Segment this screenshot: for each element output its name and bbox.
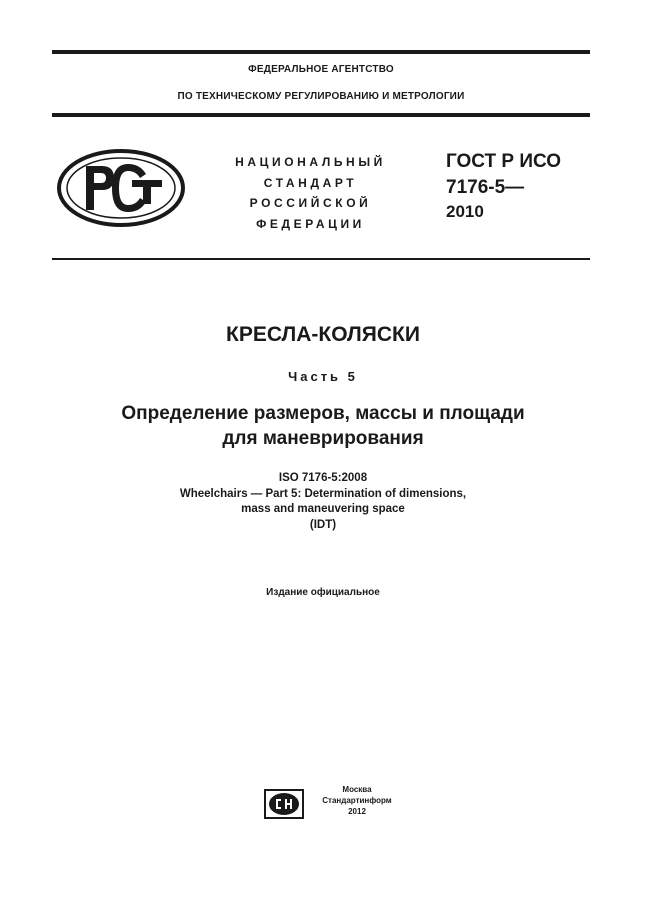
iso-reference xyxy=(0,471,646,533)
iso-line4: (IDT) xyxy=(309,518,337,531)
agency-name-line2: ПО ТЕХНИЧЕСКОМУ РЕГУЛИРОВАНИЮ И МЕТРОЛОГИИ xyxy=(177,91,465,102)
iso-line2: Wheelchairs — Part 5: Determination of dimensions, xyxy=(179,487,467,500)
logo-section-bottom-rule xyxy=(52,258,590,260)
gost-code-line2: 7176-5— xyxy=(446,177,525,198)
subtitle-line2: для маневрирования xyxy=(222,428,424,449)
document-title: КРЕСЛА-КОЛЯСКИ xyxy=(226,323,420,346)
document-part: Часть 5 xyxy=(288,369,358,384)
national-standard-label xyxy=(218,152,403,234)
publisher-info xyxy=(312,784,402,817)
gost-code xyxy=(446,149,561,223)
header-bottom-rule xyxy=(52,113,590,117)
standartinform-logo-icon xyxy=(264,789,304,819)
designation-line2: СТАНДАРТ xyxy=(263,175,358,190)
designation-line4: ФЕДЕРАЦИИ xyxy=(256,216,365,231)
subtitle-line1: Определение размеров, массы и площади xyxy=(121,403,525,424)
document-subtitle xyxy=(0,401,646,451)
publisher-name: Стандартинформ xyxy=(322,796,392,805)
publisher-city: Москва xyxy=(342,785,372,794)
iso-line3: mass and maneuvering space xyxy=(241,503,405,515)
gost-code-year: 2010 xyxy=(446,202,484,221)
iso-line1: ISO 7176-5:2008 xyxy=(278,472,368,484)
rst-certification-logo-icon xyxy=(56,148,186,228)
designation-line3: РОССИЙСКОЙ xyxy=(249,196,372,210)
edition-label: Издание официальное xyxy=(266,587,380,598)
gost-code-line1: ГОСТ Р ИСО xyxy=(446,151,562,172)
designation-line1: НАЦИОНАЛЬНЫЙ xyxy=(235,155,386,169)
top-rule xyxy=(52,50,590,54)
agency-name-line1: ФЕДЕРАЛЬНОЕ АГЕНТСТВО xyxy=(248,64,394,75)
publisher-year: 2012 xyxy=(348,807,366,816)
